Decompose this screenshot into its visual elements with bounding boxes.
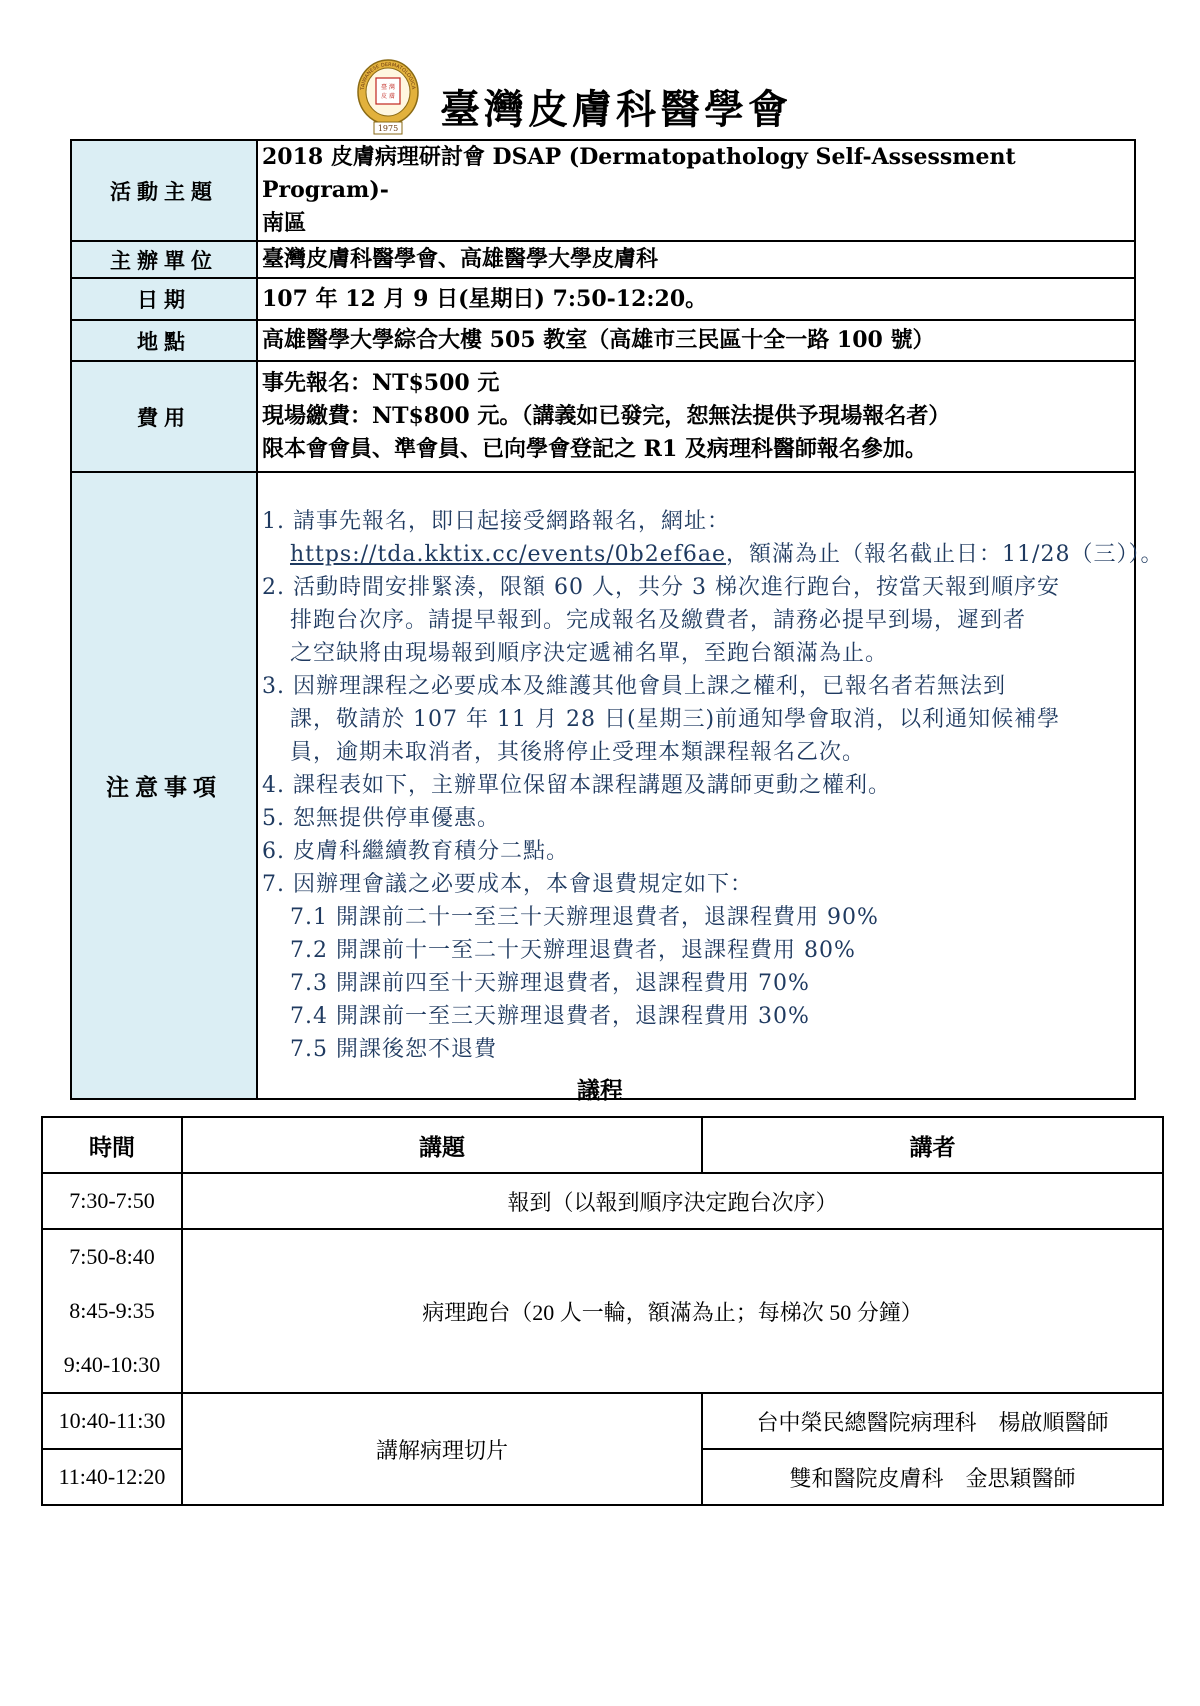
time-cell: 10:40-11:30 bbox=[42, 1393, 182, 1449]
fee-line: 現場繳費：NT$800 元。（講義如已發完，恕無法提供予現場報名者） bbox=[262, 403, 951, 429]
note-line: 員，逾期未取消者，其後將停止受理本類課程報名乙次。 bbox=[290, 740, 866, 765]
agenda-header-row bbox=[42, 1117, 1163, 1173]
topic-line: 南區 bbox=[262, 210, 307, 236]
agenda-title: 議程 bbox=[577, 1078, 623, 1104]
info-row-organizer bbox=[71, 241, 1135, 278]
association-logo bbox=[356, 56, 420, 138]
refund-line: 7.4 開課前一至三天辦理退費者，退課程費用 30% bbox=[290, 1004, 810, 1029]
header-speaker: 講者 bbox=[702, 1117, 1163, 1173]
value-fee bbox=[257, 361, 1135, 472]
note-line: 課，敬請於 107 年 11 月 28 日(星期三)前通知學會取消，以利通知候補學 bbox=[290, 707, 1061, 732]
time-slot: 7:50-8:40 bbox=[69, 1244, 155, 1269]
value-topic bbox=[257, 140, 1135, 241]
value-venue: 高雄醫學大學綜合大樓 505 教室（高雄市三民區十全一路 100 號） bbox=[257, 320, 1135, 361]
time-cell: 11:40-12:20 bbox=[42, 1449, 182, 1505]
notes-list bbox=[257, 472, 1164, 1099]
label-fee: 費用 bbox=[71, 361, 257, 472]
time-slot: 8:45-9:35 bbox=[69, 1298, 155, 1323]
agenda-row-checkin bbox=[42, 1173, 1163, 1229]
info-row-notes bbox=[71, 472, 1135, 1099]
value-date: 107 年 12 月 9 日(星期日) 7:50-12:20。 bbox=[257, 278, 1135, 320]
agenda-table bbox=[41, 1116, 1164, 1506]
agenda-row-rotation bbox=[42, 1229, 1163, 1393]
label-venue: 地點 bbox=[71, 320, 257, 361]
speaker-cell: 雙和醫院皮膚科 金思穎醫師 bbox=[702, 1449, 1163, 1505]
info-row-fee bbox=[71, 361, 1135, 472]
label-notes: 注意事項 bbox=[71, 472, 257, 1099]
note-line: 3. 因辦理課程之必要成本及維護其他會員上課之權利，已報名者若無法到 bbox=[262, 674, 1006, 699]
event-info-table bbox=[70, 139, 1164, 1100]
logo-year: 1975 bbox=[377, 124, 399, 133]
note-line: 6. 皮膚科繼續教育積分二點。 bbox=[262, 839, 569, 864]
svg-text:皮 膚: 皮 膚 bbox=[381, 93, 395, 100]
note-text: ，額滿為止（報名截止日：11/28（三））。 bbox=[726, 542, 1164, 567]
topic-line: 2018 皮膚病理研討會 DSAP (Dermatopathology Self-Assessment Program)- bbox=[262, 144, 1016, 203]
note-line: 2. 活動時間安排緊湊，限額 60 人，共分 3 梯次進行跑台，按當天報到順序安 bbox=[262, 575, 1060, 600]
logo-ring-text: TAIWANESE DERMATOLOGICA bbox=[359, 61, 417, 91]
speaker-cell: 台中榮民總醫院病理科 楊啟順醫師 bbox=[702, 1393, 1163, 1449]
fee-line: 事先報名：NT$500 元 bbox=[262, 370, 500, 396]
time-cell: 7:30-7:50 bbox=[42, 1173, 182, 1229]
header-topic: 講題 bbox=[182, 1117, 702, 1173]
note-line: 7. 因辦理會議之必要成本，本會退費規定如下： bbox=[262, 872, 753, 897]
label-topic: 活動主題 bbox=[71, 140, 257, 241]
note-line: 5. 恕無提供停車優惠。 bbox=[262, 806, 500, 831]
label-date: 日期 bbox=[71, 278, 257, 320]
topic-cell: 病理跑台（20 人一輪，額滿為止；每梯次 50 分鐘） bbox=[182, 1229, 1163, 1393]
topic-cell: 報到（以報到順序決定跑台次序） bbox=[182, 1173, 1163, 1229]
time-cell bbox=[42, 1229, 182, 1393]
info-row-venue bbox=[71, 320, 1135, 361]
refund-line: 7.2 開課前十一至二十天辦理退費者，退課程費用 80% bbox=[290, 938, 856, 963]
note-line: 排跑台次序。請提早報到。完成報名及繳費者，請務必提早到場，遲到者 bbox=[290, 608, 1027, 633]
value-organizer: 臺灣皮膚科醫學會、高雄醫學大學皮膚科 bbox=[257, 241, 1135, 278]
note-line: 1. 請事先報名，即日起接受網路報名，網址： bbox=[262, 509, 730, 534]
note-line: 4. 課程表如下，主辦單位保留本課程講題及講師更動之權利。 bbox=[262, 773, 891, 798]
fee-line: 限本會會員、準會員、已向學會登記之 R1 及病理科醫師報名參加。 bbox=[262, 436, 927, 462]
topic-cell: 講解病理切片 bbox=[182, 1393, 702, 1505]
registration-link[interactable]: https://tda.kktix.cc/events/0b2ef6ae bbox=[290, 542, 727, 567]
note-line: 之空缺將由現場報到順序決定遞補名單，至跑台額滿為止。 bbox=[290, 641, 889, 666]
refund-line: 7.5 開課後恕不退費 bbox=[290, 1037, 497, 1062]
svg-text:臺 灣: 臺 灣 bbox=[381, 84, 395, 91]
note-line bbox=[262, 538, 1164, 571]
agenda-row-lecture-1 bbox=[42, 1393, 1163, 1449]
label-organizer: 主辦單位 bbox=[71, 241, 257, 278]
org-title: 臺灣皮膚科醫學會 bbox=[440, 86, 792, 133]
refund-line: 7.1 開課前二十一至三十天辦理退費者，退課程費用 90% bbox=[290, 905, 879, 930]
info-row-date bbox=[71, 278, 1135, 320]
info-row-topic bbox=[71, 140, 1135, 241]
refund-line: 7.3 開課前四至十天辦理退費者，退課程費用 70% bbox=[290, 971, 810, 996]
header-time: 時間 bbox=[42, 1117, 182, 1173]
time-slot: 9:40-10:30 bbox=[63, 1352, 161, 1377]
